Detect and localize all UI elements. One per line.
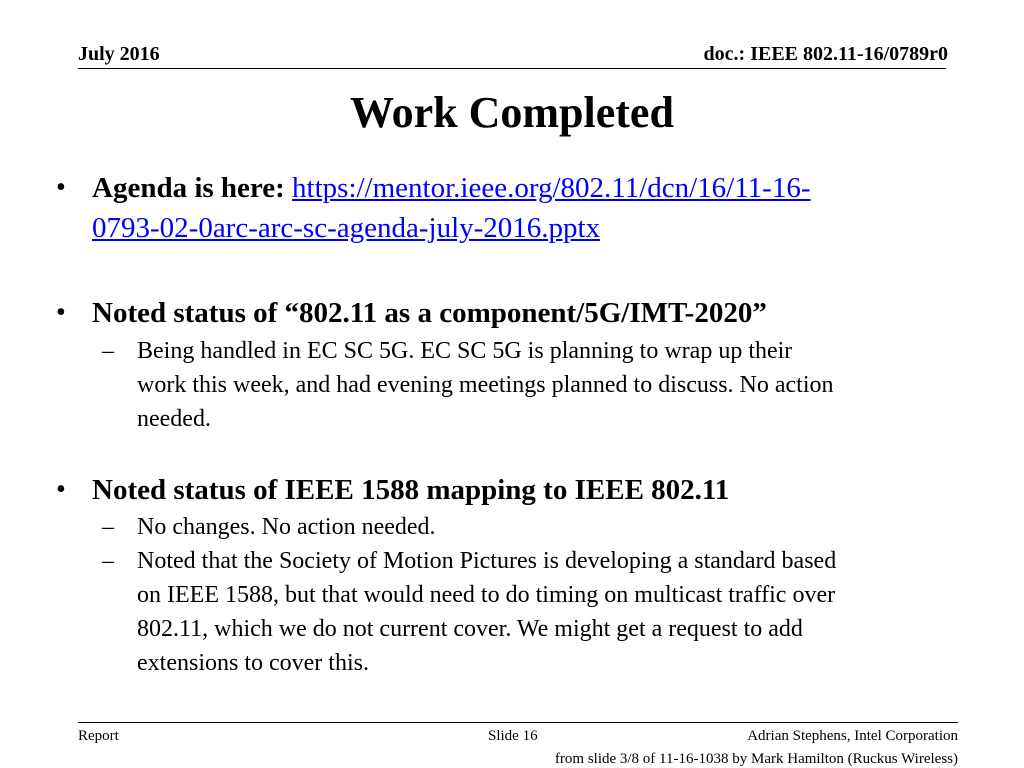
- bullet-agenda-lead: Agenda is here:: [92, 172, 285, 204]
- footer-author: Adrian Stephens, Intel Corporation: [747, 728, 958, 744]
- agenda-link-line-2[interactable]: 0793-02-0arc-arc-sc-agenda-july-2016.pptx: [92, 212, 601, 244]
- sub-bullet-line: Being handled in EC SC 5G. EC SC 5G is planning to wrap up their: [137, 338, 793, 364]
- footer-divider: [78, 722, 958, 723]
- sub-bullet-marker: –: [102, 514, 114, 540]
- header-doc-id: doc.: IEEE 802.11-16/0789r0: [703, 43, 948, 65]
- bullet-5g-status: [92, 293, 972, 333]
- footer-slide-number: Slide 16: [488, 728, 538, 744]
- bullet-agenda: [92, 168, 972, 248]
- bullet-marker: •: [56, 297, 66, 328]
- footer-source-note: from slide 3/8 of 11-16-1038 by Mark Hamilton (Ruckus Wireless): [554, 751, 958, 767]
- agenda-link-line-1[interactable]: https://mentor.ieee.org/802.11/dcn/16/11-16-: [292, 172, 811, 204]
- sub-bullet-line: needed.: [137, 406, 211, 432]
- sub-bullet-marker: –: [102, 548, 114, 574]
- sub-bullet-line: on IEEE 1588, but that would need to do timing on multicast traffic over: [137, 582, 836, 608]
- sub-bullet-line: work this week, and had evening meetings planned to discuss. No action: [137, 372, 834, 398]
- bullet-marker: •: [56, 172, 66, 203]
- bullet-5g-status-lead: Noted status of “802.11 as a component/5G/IMT-2020”: [92, 297, 767, 329]
- header-date: July 2016: [78, 43, 160, 65]
- sub-bullet-line: No changes. No action needed.: [137, 514, 436, 540]
- bullet-1588-status-lead: Noted status of IEEE 1588 mapping to IEEE 802.11: [92, 474, 730, 506]
- sub-bullet-marker: –: [102, 338, 114, 364]
- slide-title: Work Completed: [350, 88, 674, 137]
- sub-bullet-line: extensions to cover this.: [137, 650, 369, 676]
- sub-bullet-line: Noted that the Society of Motion Pictures is developing a standard based: [137, 548, 837, 574]
- bullet-marker: •: [56, 474, 66, 505]
- bullet-1588-status: [92, 470, 972, 510]
- sub-bullet-line: 802.11, which we do not current cover. We might get a request to add: [137, 616, 803, 642]
- sub-bullet-no-changes: [137, 510, 977, 544]
- sub-bullet-smpte-note: [137, 544, 977, 680]
- sub-bullet-5g-handling: [137, 334, 977, 436]
- footer-report-label: Report: [78, 728, 119, 744]
